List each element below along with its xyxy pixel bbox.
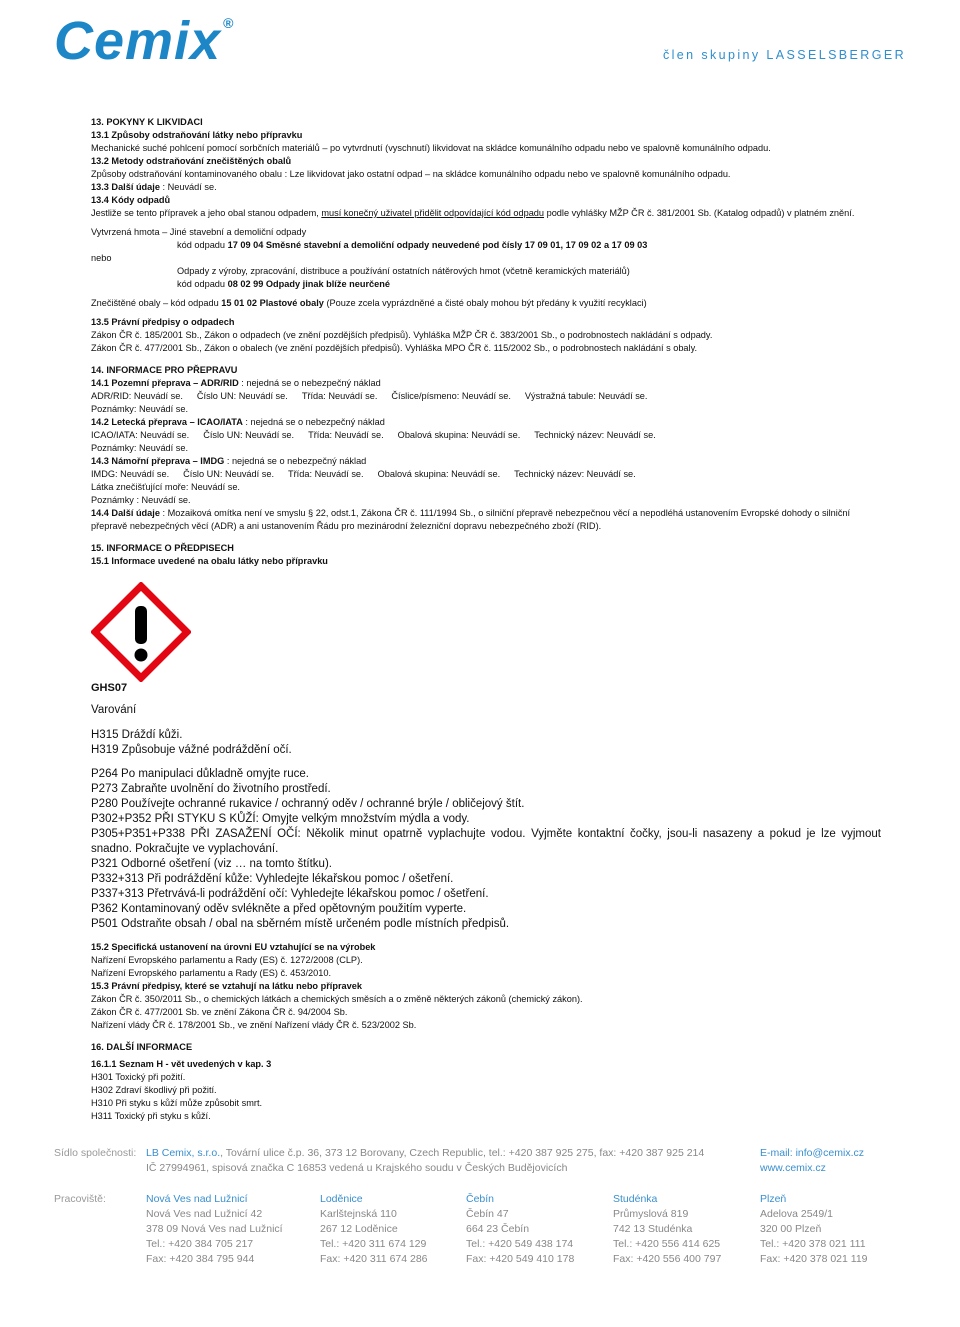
cemix-logo xyxy=(54,11,235,71)
workplace-tel: Tel.: +420 556 414 625 xyxy=(613,1238,721,1250)
section-15-2-line1: Nařízení Evropského parlamentu a Rady (ES) č. 1272/2008 (CLP). xyxy=(91,955,363,965)
waste-3-code: 15 01 02 Plastové obaly xyxy=(221,298,324,308)
imdg-value: IMDG: Neuvádí se. xyxy=(91,469,170,479)
section-13-2-text: Způsoby odstraňování kontaminovaného obalu : Lze likvidovat jako ostatní odpad – na skládce komunálního odpadu nebo ve spalovně komunálního odpadu. xyxy=(91,169,731,179)
ghs-label: GHS07 xyxy=(91,682,128,694)
workplace-cebin xyxy=(466,1192,574,1267)
workplace-city: 378 09 Nová Ves nad Lužnicí xyxy=(146,1223,283,1235)
section-14-4 xyxy=(91,507,881,533)
section-15-2-line2: Nařízení Evropského parlamentu a Rady (ES) č. 453/2010. xyxy=(91,968,332,978)
section-14-2-suffix: : nejedná se o nebezpečný náklad xyxy=(242,417,385,427)
logo-text: Cemix xyxy=(54,11,222,71)
web-link[interactable]: www.cemix.cz xyxy=(760,1162,826,1174)
section-13-title: 13. POKYNY K LIKVIDACI xyxy=(91,117,203,127)
imdg-name: Technický název: Neuvádí se. xyxy=(514,469,636,479)
h-phrase: H310 Při styku s kůží může způsobit smrt. xyxy=(91,1098,263,1108)
p-statement: P362 Kontaminovaný oděv svlékněte a před opětovným použitím vyperte. xyxy=(91,903,467,915)
workplace-plzen xyxy=(760,1192,868,1267)
workplace-nova-ves xyxy=(146,1192,283,1267)
section-13-1-text: Mechanické suché pohlcení pomocí sorbčních materiálů – po vytvrdnutí (vyschnutí) likvidovat na skládce komunálního odpadu nebo ve spalovně komunálního odpadu. xyxy=(91,143,771,153)
p-statement: P305+P351+P338 PŘI ZASAŽENÍ OČÍ: Několik minut opatrně vyplachujte vodou. Vyjměte kontaktní čočky, jsou-li nasazeny a pokud je lze vyjmout snadno. Pokračujte ve vyplachování. xyxy=(91,828,881,855)
h-phrase: H301 Toxický při požití. xyxy=(91,1072,186,1082)
adr-value: ADR/RID: Neuvádí se. xyxy=(91,391,183,401)
section-15-1-title: 15.1 Informace uvedené na obalu látky nebo přípravku xyxy=(91,556,328,566)
waste-or: nebo xyxy=(91,253,112,263)
adr-code: Číslice/písmeno: Neuvádí se. xyxy=(391,391,511,401)
section-14-1-suffix: : nejedná se o nebezpečný náklad xyxy=(238,378,381,388)
section-14-1-heading: 14.1 Pozemní přeprava – ADR/RID xyxy=(91,378,239,388)
workplace-tel: Tel.: +420 384 705 217 xyxy=(146,1238,254,1250)
section-15-3-title: 15.3 Právní předpisy, které se vztahují na látku nebo přípravek xyxy=(91,981,362,991)
section-14-2-heading: 14.2 Letecká přeprava – ICAO/IATA xyxy=(91,417,243,427)
workplace-street: Čebín 47 xyxy=(466,1208,509,1220)
p-statement: P280 Používejte ochranné rukavice / ochranný oděv / ochranné brýle / obličejový štít. xyxy=(91,798,525,810)
p-statement: P501 Odstraňte obsah / obal na sběrném místě určeném podle místních předpisů. xyxy=(91,918,510,930)
imdg-marine: Látka znečišťující moře: Neuvádí se. xyxy=(91,482,240,492)
section-13-5-line1: Zákon ČR č. 185/2001 Sb., Zákon o odpadech (ve znění pozdějších předpisů). Vyhláška MŽP ČR č. 383/2001 Sb., o podrobnostech nakládání s odpady. xyxy=(91,330,713,340)
section-13-5-line2: Zákon ČR č. 477/2001 Sb., Zákon o obalech (ve znění pozdějších předpisů). Vyhláška MPO ČR č. 115/2002 Sb., o podrobnostech nakládání s obaly. xyxy=(91,343,698,353)
p-statement: P264 Po manipulaci důkladně omyjte ruce. xyxy=(91,768,309,780)
workplace-street: Karlštejnská 110 xyxy=(320,1208,397,1220)
workplace-city: 664 23 Čebín xyxy=(466,1223,530,1235)
ghs07-pictogram xyxy=(91,582,191,682)
waste-3 xyxy=(91,297,881,310)
p-statement: P337+313 Přetrvává-li podráždění očí: Vyhledejte lékařskou pomoc / ošetření. xyxy=(91,888,489,900)
workplace-fax: Fax: +420 556 400 797 xyxy=(613,1253,722,1265)
h-phrase: H311 Toxický při styku s kůží. xyxy=(91,1111,211,1121)
p-statement: P302+P352 PŘI STYKU S KŮŽÍ: Omyjte velkým množstvím mýdla a vody. xyxy=(91,813,470,825)
seat-line1: , Tovární ulice č.p. 36, 373 12 Borovany, Czech Republic, tel.: +420 387 925 275, fax: +420 387 925 214 xyxy=(220,1147,705,1159)
imdg-note: Poznámky : Neuvádí se. xyxy=(91,495,191,505)
p-statement: P321 Odborné ošetření (viz … na tomto štítku). xyxy=(91,858,332,870)
h-statement: H319 Způsobuje vážné podráždění očí. xyxy=(91,744,292,756)
section-16-title: 16. DALŠÍ INFORMACE xyxy=(91,1042,193,1052)
workplace-lodenice xyxy=(320,1192,428,1267)
p-statement: P273 Zabraňte uvolnění do životního prostředí. xyxy=(91,783,331,795)
workplace-city: 742 13 Studénka xyxy=(613,1223,693,1235)
workplace-name: Nová Ves nad Lužnicí xyxy=(146,1193,248,1205)
waste-2-code-prefix: kód odpadu xyxy=(177,279,228,289)
waste-1-code xyxy=(91,239,881,252)
section-13-3 xyxy=(91,181,881,194)
section-14-1-title xyxy=(91,377,881,390)
workplace-tel: Tel.: +420 311 674 129 xyxy=(320,1238,427,1250)
workplace-name: Studénka xyxy=(613,1193,658,1205)
icao-un: Číslo UN: Neuvádí se. xyxy=(203,430,295,440)
section-13-1-title: 13.1 Způsoby odstraňování látky nebo přípravku xyxy=(91,130,303,140)
adr-class: Třída: Neuvádí se. xyxy=(301,391,378,401)
h-phrase: H302 Zdraví škodlivý při požití. xyxy=(91,1085,217,1095)
waste-2-code xyxy=(91,278,881,291)
section-13-5-title: 13.5 Právní předpisy o odpadech xyxy=(91,317,235,327)
workplace-fax: Fax: +420 378 021 119 xyxy=(760,1253,868,1265)
workplace-tel: Tel.: +420 549 438 174 xyxy=(466,1238,574,1250)
icao-class: Třída: Neuvádí se. xyxy=(308,430,384,440)
signal-word: Varování xyxy=(91,704,137,716)
waste-2-code-value: 08 02 99 Odpady jinak blíže neurčené xyxy=(227,279,390,289)
workplace-studenka xyxy=(613,1192,721,1267)
section-14-4-text: : Mozaiková omítka není ve smyslu § 22, odst.1, Zákona ČR č. 111/1994 Sb., o silniční přepravě nebezpečnou věcí a nepodléhá ustanovením Evropské dohody o silniční přepravě nebezpečných věcí (ADR) a ani ustanovením Řádu pro mezinárodní železniční dopravu nebezpečného zboží (RID). xyxy=(91,508,851,531)
workplace-fax: Fax: +420 311 674 286 xyxy=(320,1253,428,1265)
icao-note: Poznámky: Neuvádí se. xyxy=(91,443,189,453)
section-15-3-line2: Zákon ČR č. 477/2001 Sb. ve znění Zákona ČR č. 94/2004 Sb. xyxy=(91,1007,348,1017)
section-14-3-suffix: : nejedná se o nebezpečný náklad xyxy=(224,456,367,466)
workplace-name: Loděnice xyxy=(320,1193,363,1205)
section-15-title: 15. INFORMACE O PŘEDPISECH xyxy=(91,543,234,553)
seat-address xyxy=(146,1146,704,1161)
section-13-4-title: 13.4 Kódy odpadů xyxy=(91,195,171,205)
registered-mark: ® xyxy=(223,15,235,31)
workplace-tel: Tel.: +420 378 021 111 xyxy=(760,1238,866,1250)
adr-plate: Výstražná tabule: Neuvádí se. xyxy=(524,391,648,401)
workplace-street: Průmyslová 819 xyxy=(613,1208,689,1220)
waste-1-label: Vytvrzená hmota – Jiné stavební a demoliční odpady xyxy=(91,227,307,237)
seat-line2: IČ 27994961, spisová značka C 16853 vedená u Krajského soudu v Českých Budějovicích xyxy=(146,1162,568,1174)
waste-1-code-prefix: kód odpadu xyxy=(177,240,228,250)
waste-3-prefix: Znečištěné obaly – kód odpadu xyxy=(91,298,222,308)
section-13-2-title: 13.2 Metody odstraňování znečištěných obalů xyxy=(91,156,292,166)
page-footer xyxy=(0,1140,960,1327)
waste-regulation: podle vyhlášky MŽP ČR č. 381/2001 Sb. (Katalog odpadů) v platném znění. xyxy=(544,208,855,218)
section-14-2-title xyxy=(91,416,881,429)
section-14-3-heading: 14.3 Námořní přeprava – IMDG xyxy=(91,456,225,466)
workplace-name: Čebín xyxy=(466,1193,495,1205)
section-14-title: 14. INFORMACE PRO PŘEPRAVU xyxy=(91,365,238,375)
email-link[interactable]: E-mail: info@cemix.cz xyxy=(760,1147,865,1159)
seat-company: LB Cemix, s.r.o. xyxy=(146,1147,221,1159)
workplace-street: Adelova 2549/1 xyxy=(760,1208,833,1220)
imdg-class: Třída: Neuvádí se. xyxy=(288,469,364,479)
document-body xyxy=(91,116,881,1123)
section-14-4-title: 14.4 Další údaje xyxy=(91,508,160,518)
icao-row xyxy=(91,429,881,442)
workplace-city: 267 12 Loděnice xyxy=(320,1223,398,1235)
section-15-3-line1: Zákon ČR č. 350/2011 Sb., o chemických látkách a chemických směsích a o změně některých zákonů (chemický zákon). xyxy=(91,994,583,1004)
section-16-1-1-title: 16.1.1 Seznam H - vět uvedených v kap. 3 xyxy=(91,1059,272,1069)
p-statement: P332+313 Při podráždění kůže: Vyhledejte lékařskou pomoc / ošetření. xyxy=(91,873,454,885)
icao-value: ICAO/IATA: Neuvádí se. xyxy=(91,430,190,440)
section-15-3-line3: Nařízení vlády ČR č. 178/2001 Sb., ve znění Nařízení vlády ČR č. 523/2002 Sb. xyxy=(91,1020,417,1030)
workplace-city: 320 00 Plzeň xyxy=(760,1223,822,1235)
section-13-3-text: : Neuvádí se. xyxy=(159,182,217,192)
section-13-4-text xyxy=(91,207,881,220)
seat-label: Sídlo společnosti: xyxy=(54,1147,137,1159)
section-13-3-title: 13.3 Další údaje xyxy=(91,182,160,192)
workplace-label: Pracoviště: xyxy=(54,1193,106,1205)
section-14-3-title xyxy=(91,455,881,468)
waste-obligation: musí konečný uživatel přidělit odpovídající kód odpadu xyxy=(321,208,545,218)
imdg-un: Číslo UN: Neuvádí se. xyxy=(183,469,275,479)
adr-row xyxy=(91,390,881,403)
exclamation-mark-icon xyxy=(91,582,191,682)
waste-intro: Jestliže se tento přípravek a jeho obal stanou odpadem, xyxy=(91,208,322,218)
imdg-row xyxy=(91,468,881,481)
workplace-street: Nová Ves nad Lužnicí 42 xyxy=(146,1208,263,1220)
workplace-fax: Fax: +420 384 795 944 xyxy=(146,1253,255,1265)
h-statement: H315 Dráždí kůži. xyxy=(91,729,183,741)
icao-name: Technický název: Neuvádí se. xyxy=(534,430,656,440)
waste-1-code-value: 17 09 04 Směsné stavební a demoliční odpady neuvedené pod čísly 17 09 01, 17 09 02 a 17 09 03 xyxy=(227,240,648,250)
waste-3-note: (Pouze zcela vyprázdněné a čisté obaly mohou být předány k využití recyklaci) xyxy=(323,298,647,308)
adr-un: Číslo UN: Neuvádí se. xyxy=(196,391,288,401)
icao-group: Obalová skupina: Neuvádí se. xyxy=(397,430,521,440)
waste-2-label: Odpady z výroby, zpracování, distribuce a používání ostatních nátěrových hmot (včetně keramických materiálů) xyxy=(177,266,630,276)
adr-note: Poznámky: Neuvádí se. xyxy=(91,404,189,414)
imdg-group: Obalová skupina: Neuvádí se. xyxy=(377,469,501,479)
workplace-fax: Fax: +420 549 410 178 xyxy=(466,1253,575,1265)
group-membership: člen skupiny LASSELSBERGER xyxy=(662,48,906,62)
section-15-2-title: 15.2 Specifická ustanovení na úrovni EU vztahující se na výrobek xyxy=(91,942,376,952)
workplace-name: Plzeň xyxy=(760,1193,787,1205)
